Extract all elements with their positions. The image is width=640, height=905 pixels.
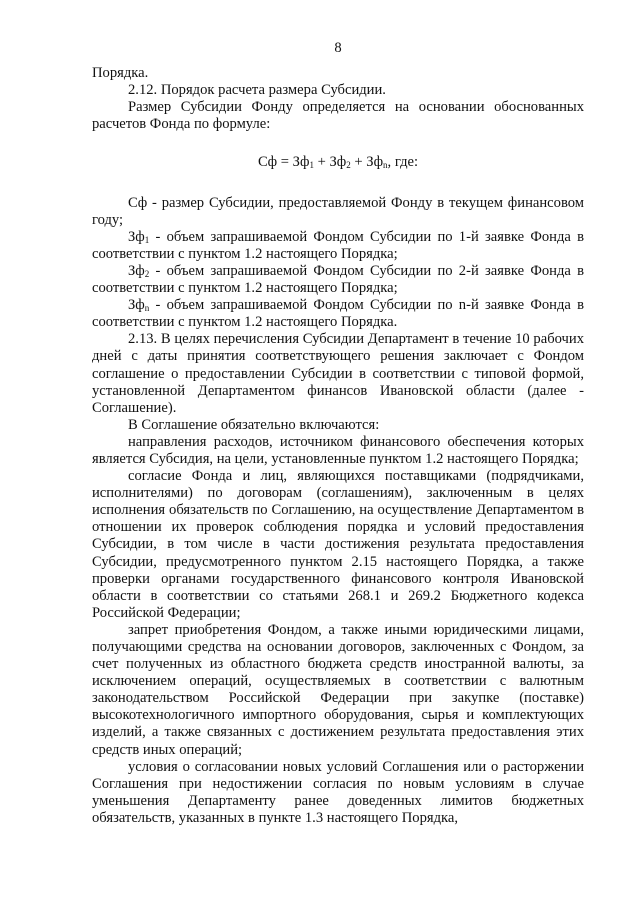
definition-z2: $Зф_2$ - объем запрашиваемой Фондом Субсидии по 2-й заявке Фонда в соответствии с пунктом 1.2 настоящего Порядка; — [92, 262, 584, 297]
definition-zn: $Зф_n$ - объем запрашиваемой Фондом Субсидии по n-й заявке Фонда в соответствии с пунктом 1.2 настоящего Порядка. — [92, 297, 584, 331]
paragraph-includes: В Соглашение обязательно включаются: — [128, 416, 380, 433]
definition-z1: $Зф_1$ - объем запрашиваемой Фондом Субсидии по 1-й заявке Фонда в соответствии с пунктом 1.2 настоящего Порядка; — [92, 228, 584, 262]
list-item-consent: согласие Фонда и лиц, являющихся поставщиками (подрядчиками, исполнителями) по договорам (соглашениям), заключенным в целях исполнения обязательств по Соглашению, на осуществление Департаментом в отношении их проверок соблюдения порядка и условий предоставления Субсидии, в том числе в части достижения результата предоставления Субсидии, предусмотренного пунктом 2.15 настоящего Порядка, а также проверки органами государственного финансового контроля Ивановской области в соответствии со статьями 268.1 и 269.2 Бюджетного кодекса Российской Федерации; — [92, 468, 584, 621]
list-item-directions: направления расходов, источником финансового обеспечения которых является Субсидия, на цели, установленные пунктом 1.2 настоящего Порядка; — [92, 433, 584, 467]
page-number: 8 — [334, 40, 342, 56]
section-2-13: 2.13. В целях перечисления Субсидии Департамент в течение 10 рабочих дней с даты принятия соответствующего решения заключает с Фондом соглашение о предоставлении Субсидии в соответствии с типовой формой, установленной Департаментом финансов Ивановской области (далее - Соглашение). — [92, 331, 584, 416]
list-item-prohibition: запрет приобретения Фондом, а также иными юридическими лицами, получающими средства на основании договоров, заключенных с Фондом, за счет полученных из областного бюджета средств иностранной валюты, за исключением операций, осуществляемых в соответствии с валютным законодательством Российской Федерации при закупке (поставке) высокотехнологичного импортного оборудования, сырья и комплектующих изделий, а также связанных с достижением результата предоставления этих средств иных операций; — [92, 621, 584, 758]
paragraph-ending: Порядка. — [92, 65, 149, 82]
formula: Сф = $Зф_1 + Зф_2 + Зф_n$, где: — [257, 154, 419, 171]
list-item-conditions: условия о согласовании новых условий Соглашения или о расторжении Соглашения при недостижении согласия по новым условиям в случае уменьшения Департаменту ранее доведенных лимитов бюджетных обязательств, указанных в пункте 1.3 настоящего Порядка, — [92, 758, 584, 826]
document-page — [92, 40, 584, 827]
paragraph-formula-intro: Размер Субсидии Фонду определяется на основании обоснованных расчетов Фонда по формуле: — [92, 99, 584, 133]
definition-sf: Сф - размер Субсидии, предоставляемой Фонду в текущем финансовом году; — [92, 194, 584, 228]
section-heading-2-12: 2.12. Порядок расчета размера Субсидии. — [128, 82, 386, 99]
